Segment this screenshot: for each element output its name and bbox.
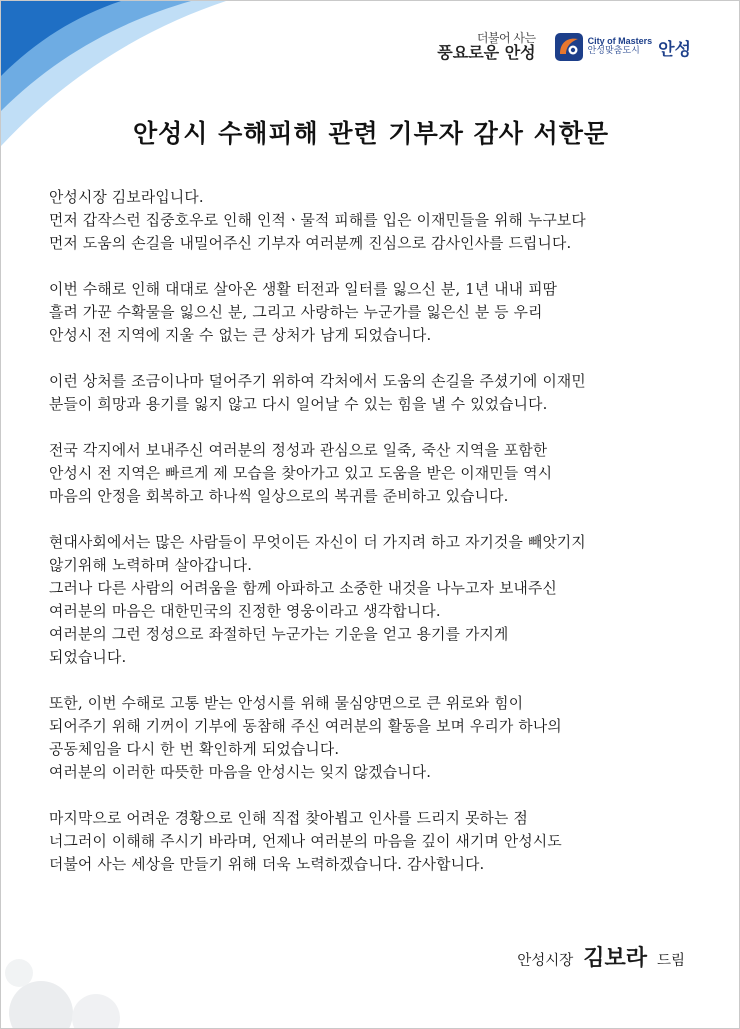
text-line: 현대사회에서는 많은 사람들이 무엇이든 자신이 더 가지려 하고 자기것을 빼앗기지 [49,534,586,551]
paragraph [49,186,701,255]
signature-closing: 드림 [656,953,685,969]
paragraph [49,439,701,508]
header-logos [437,25,691,69]
text-line: 마지막으로 어려운 경황으로 인해 직접 찾아뵙고 인사를 드리지 못하는 점 [49,810,528,827]
text-line: 안성시장 김보라입니다. [49,189,204,206]
text-line: 그러나 다른 사람의 어려움을 함께 아파하고 소중한 내것을 나누고자 보내주신 [49,580,557,597]
text-line: 않기위해 노력하며 살아갑니다. [49,557,253,574]
text-line: 흘려 가꾼 수확물을 잃으신 분, 그리고 사랑하는 누군가를 잃은신 분 등 우리 [49,304,543,321]
text-line: 이번 수해로 인해 대대로 살아온 생활 터전과 일터를 잃으신 분, 1년 내내 피땀 [49,281,558,298]
text-line: 먼저 도움의 손길을 내밀어주신 기부자 여러분께 진심으로 감사인사를 드립니다. [49,235,572,252]
text-line: 되어주기 위해 기꺼이 기부에 동참해 주신 여러분의 활동을 보며 우리가 하나의 [49,718,562,735]
text-line: 공동체임을 다시 한 번 확인하게 되었습니다. [49,741,340,758]
city-emblem-icon [554,32,584,62]
text-line: 이런 상처를 조금이나마 덜어주기 위하여 각처에서 도움의 손길을 주셨기에 이재민 [49,373,586,390]
text-line: 안성시 전 지역에 지울 수 없는 큰 상처가 남게 되었습니다. [49,327,432,344]
slogan-bottom: 풍요로운 안성 [437,42,536,62]
text-line: 마음의 안정을 회복하고 하나씩 일상으로의 복귀를 준비하고 있습니다. [49,488,509,505]
city-logo [554,32,691,62]
slogan-top: 더불어 사는 [476,31,536,46]
paragraph [49,692,701,784]
text-line: 안성시 전 지역은 빠르게 제 모습을 찾아가고 있고 도움을 받은 이재민들 역시 [49,465,553,482]
text-line: 더불어 사는 세상을 만들기 위해 더욱 노력하겠습니다. 감사합니다. [49,856,485,873]
slogan-logo [437,32,535,61]
text-line: 전국 각지에서 보내주신 여러분의 정성과 관심으로 일죽, 죽산 지역을 포함한 [49,442,548,459]
bottom-decoration [1,918,181,1028]
signature-name: 김보라 [583,945,647,971]
letter-title: 안성시 수해피해 관련 기부자 감사 서한문 [132,119,610,148]
paragraph [49,531,701,669]
text-line: 여러분의 마음은 대한민국의 진정한 영웅이라고 생각합니다. [49,603,441,620]
text-line: 여러분의 이러한 따뜻한 마음을 안성시는 잊지 않겠습니다. [49,764,432,781]
paragraph [49,370,701,416]
paragraph [49,807,701,876]
city-en-label: City of Masters [587,36,653,47]
paragraph [49,278,701,347]
signature [517,941,685,972]
letter-body [49,186,701,899]
text-line: 너그러이 이해해 주시기 바라며, 언제나 여러분의 마음을 깊이 새기며 안성시도 [49,833,562,850]
text-line: 먼저 갑작스런 집중호우로 인해 인적ㆍ물적 피해를 입은 이재민들을 위해 누구보다 [49,212,586,229]
text-line: 되었습니다. [49,649,127,666]
signature-role: 안성시장 [517,953,574,969]
text-line: 또한, 이번 수해로 고통 받는 안성시를 위해 물심양면으로 큰 위로와 힘이 [49,695,524,712]
text-line: 여러분의 그런 정성으로 좌절하던 누군가는 기운을 얻고 용기를 가지게 [49,626,509,643]
text-line: 분들이 희망과 용기를 잃지 않고 다시 일어날 수 있는 힘을 낼 수 있었습니다. [49,396,548,413]
city-ko-label: 안성맞춤도시 [587,46,640,56]
city-name-label: 안성 [658,39,691,60]
city-logo-text [588,37,653,57]
